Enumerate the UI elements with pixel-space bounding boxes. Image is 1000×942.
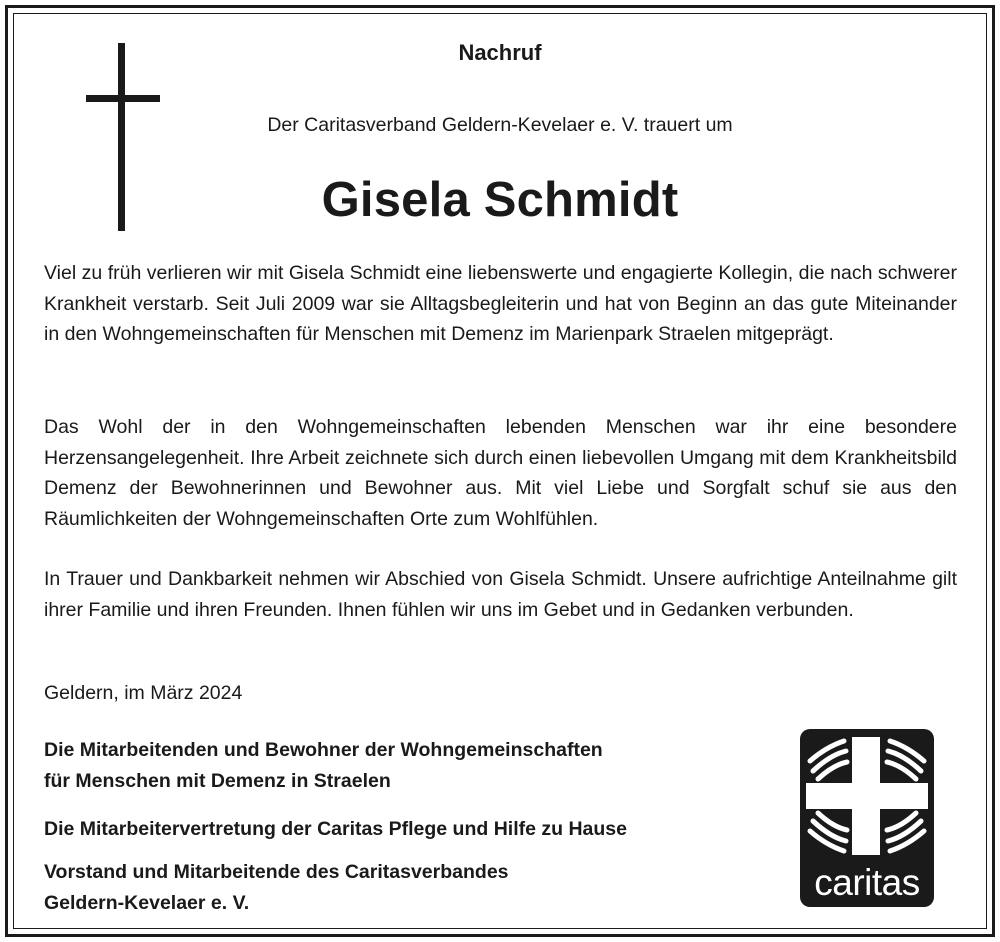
signature-2-line-1: Die Mitarbeitervertretung der Caritas Pflege und Hilfe zu Hause: [44, 818, 627, 840]
notice-subtitle: Der Caritasverband Geldern-Kevelaer e. V. trauert um: [267, 114, 733, 136]
caritas-logo: [800, 729, 934, 907]
signature-1-line-2: für Menschen mit Demenz in Straelen: [44, 769, 391, 792]
signature-3-line-2: Geldern-Kevelaer e. V.: [44, 891, 250, 914]
caritas-flame-cross-icon: [800, 729, 934, 863]
signature-1-line-1: Die Mitarbeitenden und Bewohner der Wohngemeinschaften: [44, 739, 603, 761]
notice-title: Nachruf: [458, 40, 542, 65]
signature-3-line-1: Vorstand und Mitarbeitende des Caritasverbandes: [44, 861, 509, 883]
deceased-name: Gisela Schmidt: [321, 173, 679, 227]
paragraph-2: Das Wohl der in den Wohngemeinschaften lebenden Menschen war ihr eine besondere Herzensangelegenheit. Ihre Arbeit zeichnete sich durch einen liebevollen Umgang mit dem Krankheitsbild Demenz der Bewohnerinnen und Bewohner aus. Mit viel Liebe und Sorgfalt schuf sie aus den Räumlichkeiten der Wohngemeinschaften Orte zum Wohlfühlen.: [44, 416, 957, 531]
paragraph-1: Viel zu früh verlieren wir mit Gisela Schmidt eine liebenswerte und engagierte Kollegin, die nach schwerer Krankheit verstarb. Seit Juli 2009 war sie Alltagsbegleiterin und hat von Beginn an das gute Miteinander in den Wohngemeinschaften für Menschen mit Demenz im Marienpark Straelen mitgeprägt.: [44, 262, 957, 346]
paragraph-3: In Trauer und Dankbarkeit nehmen wir Abschied von Gisela Schmidt. Unsere aufrichtige Anteilnahme gilt ihrer Familie und ihren Freunden. Ihnen fühlen wir uns im Gebet und in Gedanken verbunden.: [44, 568, 957, 621]
signature-group-2: [44, 814, 764, 845]
place-date: Geldern, im März 2024: [44, 682, 243, 704]
caritas-logo-text: caritas: [814, 862, 920, 903]
signature-group-1: [44, 735, 764, 796]
signature-group-3: [44, 857, 764, 918]
